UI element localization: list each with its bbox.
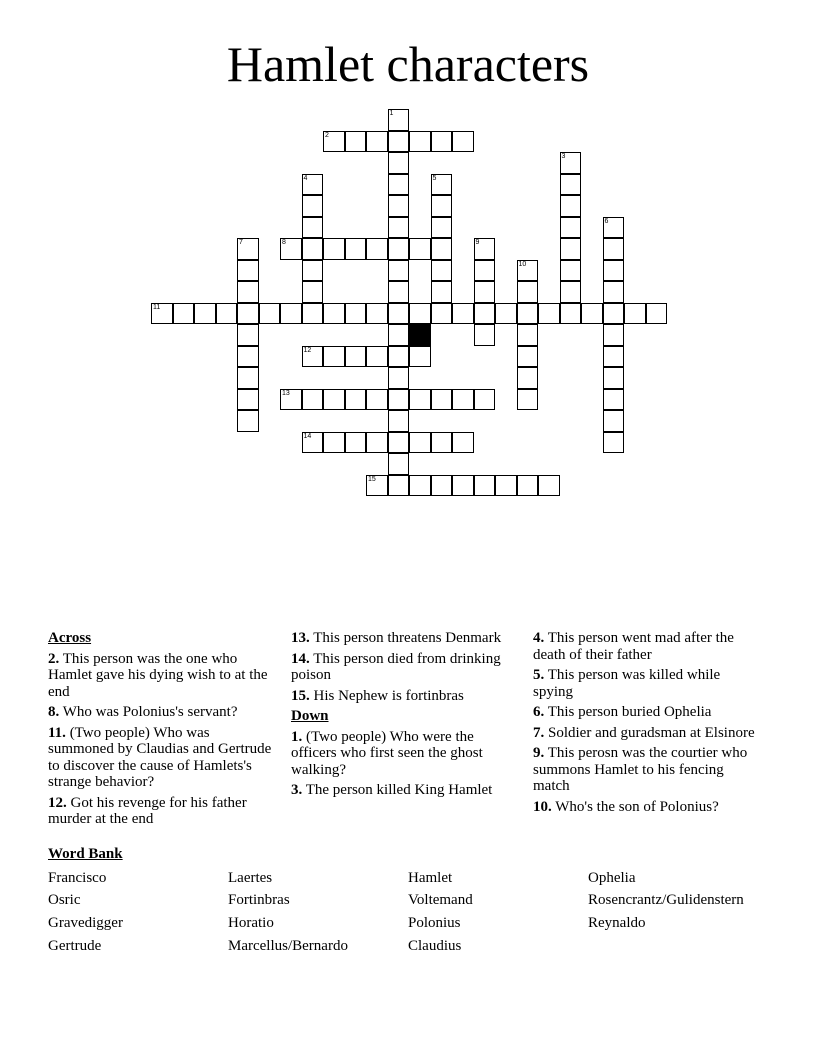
- clue-across-11: 11. (Two people) Who was summoned by Claudias and Gertrude to discover the cause of Hamlets's strange behavior?: [48, 724, 272, 790]
- crossword-cell[interactable]: [280, 389, 302, 411]
- crossword-cell[interactable]: [388, 152, 410, 174]
- crossword-cell[interactable]: [302, 389, 324, 411]
- cell-number: 1: [389, 110, 394, 117]
- crossword-cell[interactable]: [560, 281, 582, 303]
- crossword-cell[interactable]: [431, 389, 453, 411]
- crossword-cell[interactable]: [366, 475, 388, 497]
- crossword-cell[interactable]: [560, 217, 582, 239]
- crossword-cell[interactable]: [603, 281, 625, 303]
- crossword-cell[interactable]: [560, 238, 582, 260]
- cell-number: 2: [325, 131, 329, 139]
- crossword-cell[interactable]: [388, 281, 410, 303]
- crossword-cell[interactable]: [474, 475, 496, 497]
- crossword-cell[interactable]: [366, 238, 388, 260]
- crossword-cell[interactable]: [452, 131, 474, 153]
- clue-across-12: 12. Got his revenge for his father murder at the end: [48, 794, 247, 827]
- crossword-cell[interactable]: [237, 303, 259, 325]
- crossword-cell[interactable]: [624, 303, 646, 325]
- cell-number: 3: [561, 153, 566, 160]
- word-bank-item: Gertrude: [48, 938, 102, 954]
- word-bank-item: Fortinbras: [228, 892, 290, 908]
- crossword-cell[interactable]: [517, 281, 539, 303]
- crossword-cell[interactable]: [388, 195, 410, 217]
- crossword-cell[interactable]: [603, 238, 625, 260]
- clue-column-1: [48, 630, 276, 832]
- crossword-cell[interactable]: [517, 389, 539, 411]
- crossword-cell[interactable]: [237, 367, 259, 389]
- crossword-cell[interactable]: [409, 238, 431, 260]
- crossword-cell[interactable]: [237, 324, 259, 346]
- cell-number: 9: [475, 239, 480, 246]
- crossword-cell[interactable]: [323, 238, 345, 260]
- crossword-cell[interactable]: [345, 131, 367, 153]
- crossword-cell[interactable]: [388, 389, 410, 411]
- crossword-cell[interactable]: [431, 260, 453, 282]
- crossword-cell[interactable]: [237, 410, 259, 432]
- crossword-cell[interactable]: [366, 389, 388, 411]
- cell-number: 7: [239, 239, 243, 246]
- cell-number: 11: [153, 303, 161, 311]
- crossword-cell[interactable]: [431, 303, 453, 325]
- crossword-cell[interactable]: [517, 324, 539, 346]
- crossword-cell[interactable]: [409, 346, 431, 368]
- crossword-cell[interactable]: [431, 281, 453, 303]
- crossword-cell[interactable]: [409, 389, 431, 411]
- crossword-cell[interactable]: [345, 238, 367, 260]
- crossword-cell[interactable]: [581, 303, 603, 325]
- crossword-cell[interactable]: [495, 475, 517, 497]
- clue-down-5: 5. This person was killed while spying: [533, 667, 721, 700]
- crossword-cell[interactable]: [345, 303, 367, 325]
- word-bank-item: Hamlet: [408, 870, 453, 886]
- crossword-cell[interactable]: [431, 432, 453, 454]
- crossword-cell[interactable]: [409, 432, 431, 454]
- crossword-cell[interactable]: [452, 432, 474, 454]
- word-bank-item: Polonius: [408, 915, 461, 931]
- crossword-cell[interactable]: [173, 303, 195, 325]
- word-bank-item: Reynaldo: [588, 915, 646, 931]
- clue-across-13: 13. This person threatens Denmark: [291, 630, 502, 646]
- clue-down-10: 10. Who's the son of Polonius?: [533, 798, 719, 815]
- crossword-cell[interactable]: [452, 389, 474, 411]
- crossword-cell[interactable]: [259, 303, 281, 325]
- clue-across-14: 14. This person died from drinking poison: [291, 650, 501, 683]
- clue-down-4: 4. This person went mad after the death of their father: [533, 630, 734, 663]
- crossword-cell[interactable]: [603, 260, 625, 282]
- crossword-cell[interactable]: [560, 152, 582, 174]
- crossword-cell[interactable]: [345, 389, 367, 411]
- clue-down-9: 9. This perosn was the courtier who summons Hamlet to his fencing match: [533, 745, 748, 794]
- clue-across-2: 2. This person was the one who Hamlet gave his dying wish to at the end: [48, 650, 268, 700]
- crossword-cell[interactable]: [495, 303, 517, 325]
- crossword-cell[interactable]: [517, 475, 539, 497]
- crossword-cell[interactable]: [345, 346, 367, 368]
- crossword-cell[interactable]: [431, 238, 453, 260]
- clue-across-15: 15. His Nephew is fortinbras: [291, 687, 464, 704]
- crossword-cell[interactable]: [388, 367, 410, 389]
- crossword-cell[interactable]: [474, 281, 496, 303]
- word-bank-title: Word Bank: [48, 846, 123, 862]
- word-bank-item: Laertes: [228, 870, 273, 886]
- crossword-cell[interactable]: [237, 281, 259, 303]
- crossword-cell[interactable]: [388, 324, 410, 346]
- crossword-cell[interactable]: [345, 432, 367, 454]
- cell-number: 14: [303, 432, 312, 440]
- word-bank-item: Francisco: [48, 870, 107, 886]
- crossword-cell[interactable]: [431, 174, 453, 196]
- crossword-cell[interactable]: [237, 260, 259, 282]
- crossword-cell[interactable]: [302, 260, 324, 282]
- crossword-cell[interactable]: [237, 346, 259, 368]
- word-bank-item: Marcellus/Bernardo: [228, 938, 348, 954]
- crossword-cell[interactable]: [517, 367, 539, 389]
- crossword-cell[interactable]: [388, 174, 410, 196]
- word-bank-item: Claudius: [408, 938, 462, 954]
- cell-number: 13: [282, 389, 290, 397]
- crossword-cell[interactable]: [409, 131, 431, 153]
- crossword-cell[interactable]: [452, 303, 474, 325]
- crossword-cell[interactable]: [474, 303, 496, 325]
- crossword-cell[interactable]: [603, 410, 625, 432]
- crossword-cell[interactable]: [431, 195, 453, 217]
- crossword-cell[interactable]: [151, 303, 173, 325]
- crossword-cell[interactable]: [323, 432, 345, 454]
- crossword-cell[interactable]: [388, 346, 410, 368]
- crossword-cell[interactable]: [517, 260, 539, 282]
- clue-down-1: 1. (Two people) Who were the officers who first seen the ghost walking?: [291, 728, 483, 778]
- crossword-cell[interactable]: [560, 260, 582, 282]
- crossword-cell[interactable]: [323, 389, 345, 411]
- cell-number: 12: [303, 346, 312, 354]
- word-bank-item: Osric: [48, 892, 81, 908]
- crossword-cell[interactable]: [366, 131, 388, 153]
- crossword-cell[interactable]: [517, 303, 539, 325]
- clue-down-7: 7. Soldier and guradsman at Elsinore: [533, 724, 755, 741]
- crossword-cell[interactable]: [388, 109, 410, 131]
- crossword-cell[interactable]: [302, 303, 324, 325]
- crossword-cell[interactable]: [560, 174, 582, 196]
- cell-number: 6: [604, 217, 609, 225]
- crossword-cell[interactable]: [323, 131, 345, 153]
- crossword-cell[interactable]: [517, 346, 539, 368]
- crossword-cell[interactable]: [409, 303, 431, 325]
- down-heading: Down: [291, 708, 329, 724]
- crossword-cell[interactable]: [603, 324, 625, 346]
- crossword-cell[interactable]: [302, 281, 324, 303]
- crossword-cell[interactable]: [280, 238, 302, 260]
- crossword-cell[interactable]: [452, 475, 474, 497]
- crossword-cell[interactable]: [431, 475, 453, 497]
- crossword-cell[interactable]: [302, 346, 324, 368]
- crossword-cell[interactable]: [302, 238, 324, 260]
- crossword-cell[interactable]: [388, 238, 410, 260]
- word-bank-item: Rosencrantz/Gulidenstern: [588, 892, 744, 908]
- cell-number: 8: [282, 239, 286, 246]
- crossword-cell[interactable]: [323, 346, 345, 368]
- crossword-cell[interactable]: [280, 303, 302, 325]
- crossword-cell[interactable]: [603, 217, 625, 239]
- crossword-cell[interactable]: [388, 410, 410, 432]
- clue-down-6: 6. This person buried Ophelia: [533, 704, 712, 720]
- crossword-cell[interactable]: [302, 195, 324, 217]
- crossword-cell[interactable]: [388, 131, 410, 153]
- page-title: Hamlet characters: [226, 36, 590, 92]
- crossword-cell[interactable]: [302, 217, 324, 239]
- clue-down-3: 3. The person killed King Hamlet: [291, 782, 493, 798]
- crossword-cell[interactable]: [388, 217, 410, 239]
- crossword-cell[interactable]: [388, 475, 410, 497]
- crossword-cell[interactable]: [366, 303, 388, 325]
- crossword-cell[interactable]: [474, 389, 496, 411]
- crossword-cell[interactable]: [302, 432, 324, 454]
- crossword-cell[interactable]: [538, 303, 560, 325]
- crossword-cell[interactable]: [474, 238, 496, 260]
- clue-across-8: 8. Who was Polonius's servant?: [48, 704, 238, 720]
- across-heading: Across: [48, 630, 92, 646]
- crossword-cell[interactable]: [603, 303, 625, 325]
- clue-column-2: [291, 630, 519, 803]
- crossword-cell[interactable]: [366, 432, 388, 454]
- crossword-cell[interactable]: [474, 324, 496, 346]
- crossword-cell[interactable]: [323, 303, 345, 325]
- cell-number: 10: [518, 260, 527, 268]
- crossword-cell[interactable]: [237, 389, 259, 411]
- crossword-cell[interactable]: [216, 303, 238, 325]
- crossword-cell[interactable]: [603, 367, 625, 389]
- word-bank-item: Voltemand: [408, 892, 473, 908]
- crossword-cell[interactable]: [431, 131, 453, 153]
- crossword-cell[interactable]: [388, 432, 410, 454]
- crossword-cell[interactable]: [366, 346, 388, 368]
- crossword-cell[interactable]: [603, 389, 625, 411]
- crossword-cell[interactable]: [194, 303, 216, 325]
- crossword-cell[interactable]: [646, 303, 668, 325]
- crossword-cell[interactable]: [302, 174, 324, 196]
- crossword-cell[interactable]: [388, 260, 410, 282]
- crossword-cell[interactable]: [409, 475, 431, 497]
- cell-number: 15: [368, 475, 376, 483]
- crossword-cell[interactable]: [474, 260, 496, 282]
- word-bank-item: Ophelia: [588, 870, 636, 886]
- crossword-cell[interactable]: [431, 217, 453, 239]
- crossword-black-cell: [409, 324, 431, 346]
- cell-number: 5: [432, 174, 437, 182]
- clue-column-3: [533, 630, 761, 819]
- word-bank-item: Gravedigger: [48, 915, 123, 931]
- crossword-cell[interactable]: [388, 303, 410, 325]
- crossword-cell[interactable]: [603, 432, 625, 454]
- crossword-cell[interactable]: [603, 346, 625, 368]
- crossword-cell[interactable]: [560, 303, 582, 325]
- crossword-cell[interactable]: [388, 453, 410, 475]
- cell-number: 4: [303, 174, 308, 182]
- crossword-cell[interactable]: [538, 475, 560, 497]
- crossword-cell[interactable]: [560, 195, 582, 217]
- word-bank-item: Horatio: [228, 915, 274, 931]
- crossword-cell[interactable]: [237, 238, 259, 260]
